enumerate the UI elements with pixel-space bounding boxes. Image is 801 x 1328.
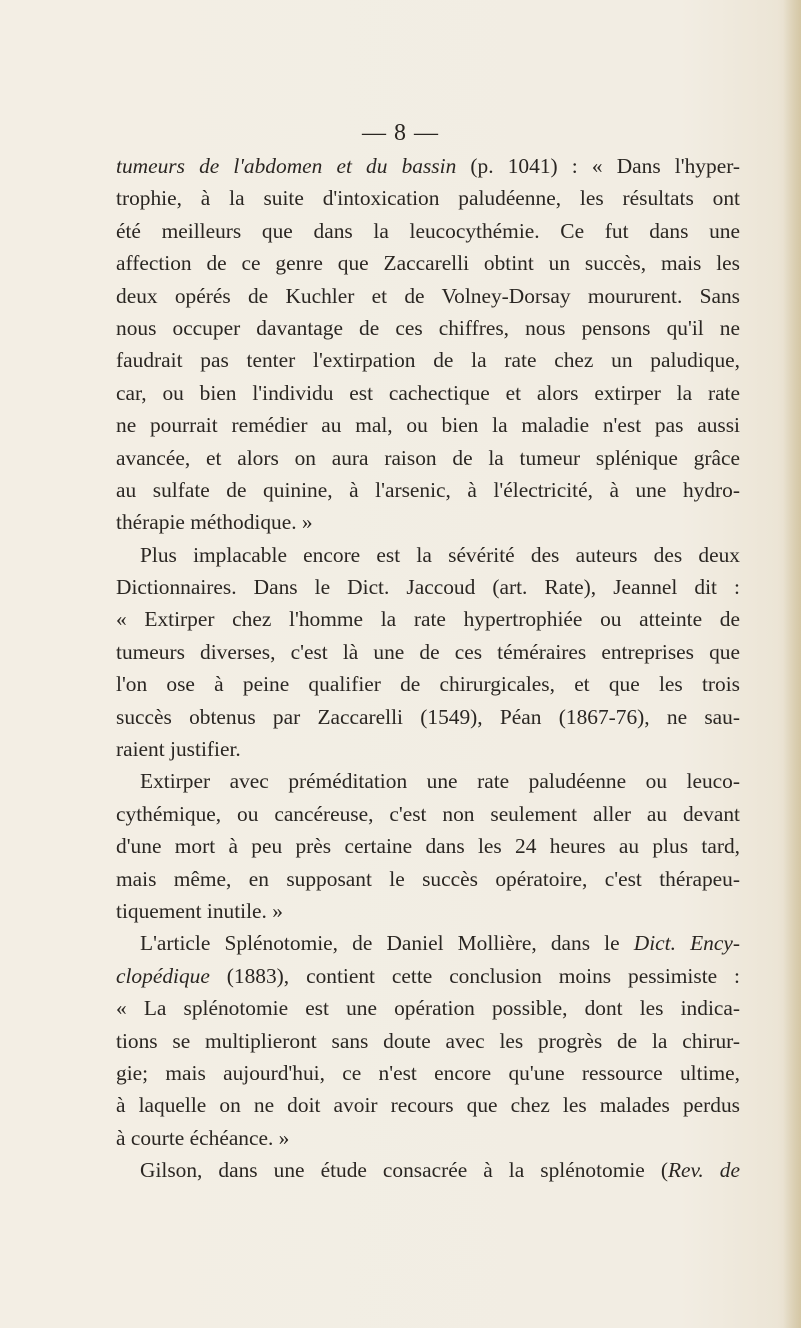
text-line [116, 377, 740, 409]
text-line [116, 182, 740, 214]
text-segment: cythémique, ou cancéreuse, c'est non seulement aller au devant [116, 801, 740, 826]
text-segment: « La splénotomie est une opération possible, dont les indica- [116, 996, 740, 1021]
text-segment: thérapie méthodique. » [116, 510, 313, 535]
text-line [116, 733, 740, 765]
text-line [116, 1089, 740, 1121]
text-line [116, 636, 740, 668]
text-segment: au sulfate de quinine, à l'arsenic, à l'électricité, à une hydro- [116, 477, 740, 502]
text-segment: Dictionnaires. Dans le Dict. Jaccoud (art. Rate), Jeannel dit : [116, 575, 740, 600]
text-line [116, 701, 740, 733]
text-line [116, 506, 740, 538]
text-segment: mais même, en supposant le succès opératoire, c'est thérapeu- [116, 866, 740, 891]
text-segment: été meilleurs que dans la leucocythémie. Ce fut dans une [116, 218, 740, 243]
text-line [116, 280, 740, 312]
text-segment: l'on ose à peine qualifier de chirurgicales, et que les trois [116, 672, 740, 697]
text-line [116, 895, 740, 927]
italic-text-segment: tumeurs de l'abdomen et du bassin [116, 154, 457, 178]
text-line [116, 798, 740, 830]
text-line [116, 863, 740, 895]
text-segment: tions se multiplieront sans doute avec les progrès de la chirur- [116, 1028, 740, 1053]
text-segment: car, ou bien l'individu est cachectique et alors extirper la rate [116, 380, 740, 405]
text-segment: « Extirper chez l'homme la rate hypertrophiée ou atteinte de [116, 607, 740, 632]
text-segment: tiquement inutile. » [116, 898, 283, 923]
text-segment: L'article Splénotomie, de Daniel Mollière, dans le [140, 931, 634, 956]
text-line [116, 344, 740, 376]
italic-text-segment: clopédique [116, 963, 210, 988]
text-segment: faudrait pas tenter l'extirpation de la rate chez un paludique, [116, 348, 740, 373]
text-line [116, 1057, 740, 1089]
text-segment: (1883), contient cette conclusion moins pessimiste : [209, 963, 740, 988]
text-line [116, 474, 740, 506]
text-segment: d'une mort à peu près certaine dans les 24 heures au plus tard, [116, 834, 740, 859]
page-edge-shadow [783, 0, 801, 1328]
text-line [116, 992, 740, 1024]
text-segment: Gilson, dans une étude consacrée à la splénotomie ( [140, 1158, 668, 1183]
text-segment: raient justifier. [116, 737, 241, 762]
text-line [116, 960, 740, 992]
text-segment: tumeurs diverses, c'est là une de ces téméraires entreprises que [116, 639, 740, 664]
text-line [116, 571, 740, 603]
text-line [116, 603, 740, 635]
text-line [116, 247, 740, 279]
text-segment: à laquelle on ne doit avoir recours que chez les malades perdus [116, 1093, 740, 1118]
text-segment: Plus implacable encore est la sévérité des auteurs des deux [140, 542, 740, 567]
text-line [116, 927, 740, 959]
text-line [116, 442, 740, 474]
italic-text-segment: Dict. Ency- [633, 931, 740, 956]
text-segment: avancée, et alors on aura raison de la tumeur splénique grâce [116, 445, 740, 470]
text-segment: Extirper avec préméditation une rate paludéenne ou leuco- [140, 769, 740, 794]
text-line [116, 668, 740, 700]
text-line [116, 215, 740, 247]
text-line [116, 409, 740, 441]
text-line [116, 830, 740, 862]
text-line [116, 1154, 740, 1186]
text-line [116, 1122, 740, 1154]
text-line [116, 150, 740, 182]
text-line [116, 539, 740, 571]
text-segment: ne pourrait remédier au mal, ou bien la maladie n'est pas aussi [116, 413, 740, 438]
text-line [116, 1025, 740, 1057]
text-segment: à courte échéance. » [116, 1125, 290, 1150]
text-line [116, 312, 740, 344]
text-segment: succès obtenus par Zaccarelli (1549), Péan (1867-76), ne sau- [116, 704, 740, 729]
body-text [116, 150, 740, 1187]
text-segment: nous occuper davantage de ces chiffres, nous pensons qu'il ne [116, 315, 740, 340]
text-segment: deux opérés de Kuchler et de Volney-Dorsay moururent. Sans [116, 283, 740, 308]
text-line [116, 765, 740, 797]
text-segment: (p. 1041) : « Dans l'hyper- [456, 154, 741, 178]
text-segment: gie; mais aujourd'hui, ce n'est encore qu'une ressource ultime, [116, 1060, 740, 1085]
italic-text-segment: Rev. de [667, 1158, 740, 1183]
text-segment: affection de ce genre que Zaccarelli obtint un succès, mais les [116, 251, 740, 276]
text-segment: trophie, à la suite d'intoxication paludéenne, les résultats ont [116, 186, 740, 211]
page-number: — 8 — [362, 120, 439, 146]
